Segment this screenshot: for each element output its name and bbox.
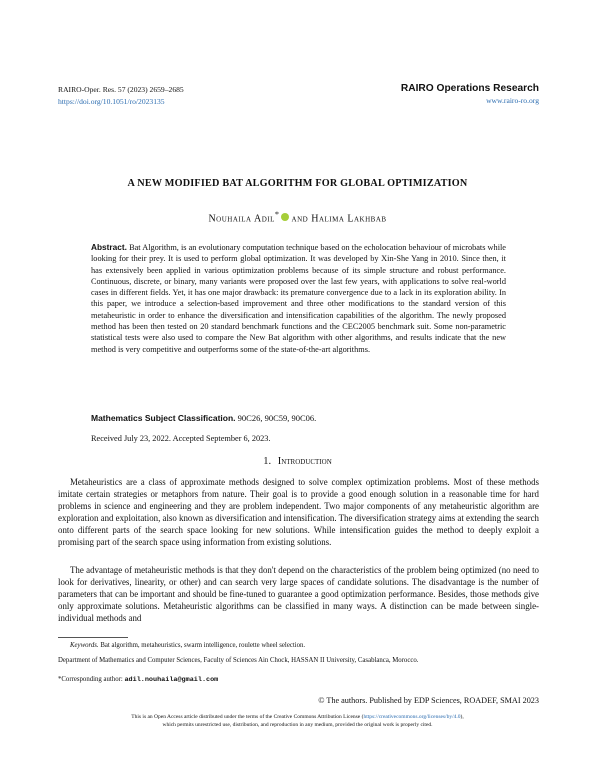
affiliation-footnote: Department of Mathematics and Computer Sciences, Faculty of Sciences Ain Chock, HASSAN II University, Casablanca, Morocco. bbox=[58, 657, 419, 664]
license-prefix: This is an Open Access article distributed under the terms of the Creative Commons Attribution License ( bbox=[131, 714, 364, 720]
orcid-icon[interactable] bbox=[281, 213, 289, 221]
author-name: Halima Lakhbab bbox=[311, 213, 387, 225]
body-paragraph: The advantage of metaheuristic methods is that they don't depend on the characteristics of the problem being optimized (no need to look for derivatives, linearity, or other) and can search very large spaces of candidate solutions. The disadvantage is the number of parameters that can be important and should be fine-tuned to guarantee a good optimization performance. Besides, those methods give only approximate solutions. Metaheuristic algorithms can be classified in many ways. A distinction can be made between single-individual methods and bbox=[58, 565, 539, 623]
abstract-label: Abstract. bbox=[91, 242, 127, 252]
section-heading bbox=[0, 456, 595, 467]
paper-title: A NEW MODIFIED BAT ALGORITHM FOR GLOBAL OPTIMIZATION bbox=[127, 178, 468, 189]
section-number: 1. bbox=[263, 456, 272, 467]
abstract-text: Bat Algorithm, is an evolutionary computation technique based on the echolocation behaviour of microbats while looking for their prey. It is used to perform global optimization. It was developed by Xin-She Yang in 2010. Since then, it has extensively been applied in various optimization problems because of its simple structure and robust performance. Continuous, discrete, or binary, many variants were proposed over the last few years, with applications to solve real-world cases in different fields. Yet, it has one major drawback: its premature convergence due to a lack in its exploration ability. In this paper, we introduce a selection-based improvement and three other modifications to the standard version of this metaheuristic in order to enhance the diversification and intensification capabilities of the algorithm. The newly proposed method has been then tested on 20 standard benchmark functions and the CEC2005 benchmark suit. Some non-parametric statistical tests were also used to compare the New Bat algorithm with other algorithms, and results indicate that the new method is very competitive and outperforms some of the state-of-the-art algorithms. bbox=[91, 243, 506, 354]
msc-classification bbox=[91, 413, 506, 423]
author-name: Nouhaila Adil bbox=[208, 213, 275, 225]
copyright-notice: © The authors. Published by EDP Sciences, ROADEF, SMAI 2023 bbox=[318, 696, 539, 705]
license-suffix: ), bbox=[460, 714, 464, 720]
license-terms: which permits unrestricted use, distribution, and reproduction in any medium, provided the original work is properly cited. bbox=[162, 722, 433, 728]
keywords-label: Keywords. bbox=[70, 642, 99, 649]
msc-label: Mathematics Subject Classification. bbox=[91, 413, 236, 423]
journal-reference bbox=[58, 84, 184, 108]
keywords-text: Bat algorithm, metaheuristics, swarm intelligence, roulette wheel selection. bbox=[100, 642, 306, 649]
corresponding-label: *Corresponding author: bbox=[58, 676, 123, 683]
keywords-footnote bbox=[58, 641, 539, 650]
email-link[interactable]: adil.nouhaila@gmail.com bbox=[124, 676, 219, 684]
received-dates: Received July 23, 2022. Accepted September 6, 2023. bbox=[91, 434, 271, 443]
footnote-divider bbox=[58, 637, 128, 638]
body-paragraph: Metaheuristics are a class of approximate methods designed to solve complex optimization problems. Most of these methods imitate certain strategies or metaphors from nature. Their goal is to provide a good enough solution in a reasonable time for hard problems in science and engineering and they are problem independent. Two major components of any metaheuristic algorithm are exploration and exploitation, also known as diversification and intensification. The diversification strategy aims at extending the search onto different parts of the search space looking for new solutions. While intensification guides the method to deeply exploit a promising part of the search space using information from existing solutions. bbox=[58, 477, 539, 547]
doi-link[interactable]: https://doi.org/10.1051/ro/2023135 bbox=[58, 97, 165, 106]
journal-citation: RAIRO-Oper. Res. 57 (2023) 2659–2685 bbox=[58, 85, 184, 94]
author-line bbox=[0, 210, 595, 224]
section-title: Introduction bbox=[277, 456, 332, 467]
abstract bbox=[91, 242, 506, 355]
corresponding-mark: * bbox=[274, 210, 280, 219]
corresponding-footnote bbox=[58, 675, 539, 685]
license-url-link[interactable]: https://creativecommons.org/licenses/by/4.0 bbox=[363, 714, 461, 720]
open-access-notice bbox=[0, 713, 595, 729]
author-conjunction: and bbox=[291, 213, 309, 225]
msc-codes: 90C26, 90C59, 90C06. bbox=[237, 413, 317, 423]
journal-header bbox=[401, 82, 539, 107]
license-line bbox=[0, 713, 595, 721]
journal-title: RAIRO Operations Research bbox=[400, 83, 539, 94]
journal-url-link[interactable]: www.rairo-ro.org bbox=[486, 96, 539, 105]
